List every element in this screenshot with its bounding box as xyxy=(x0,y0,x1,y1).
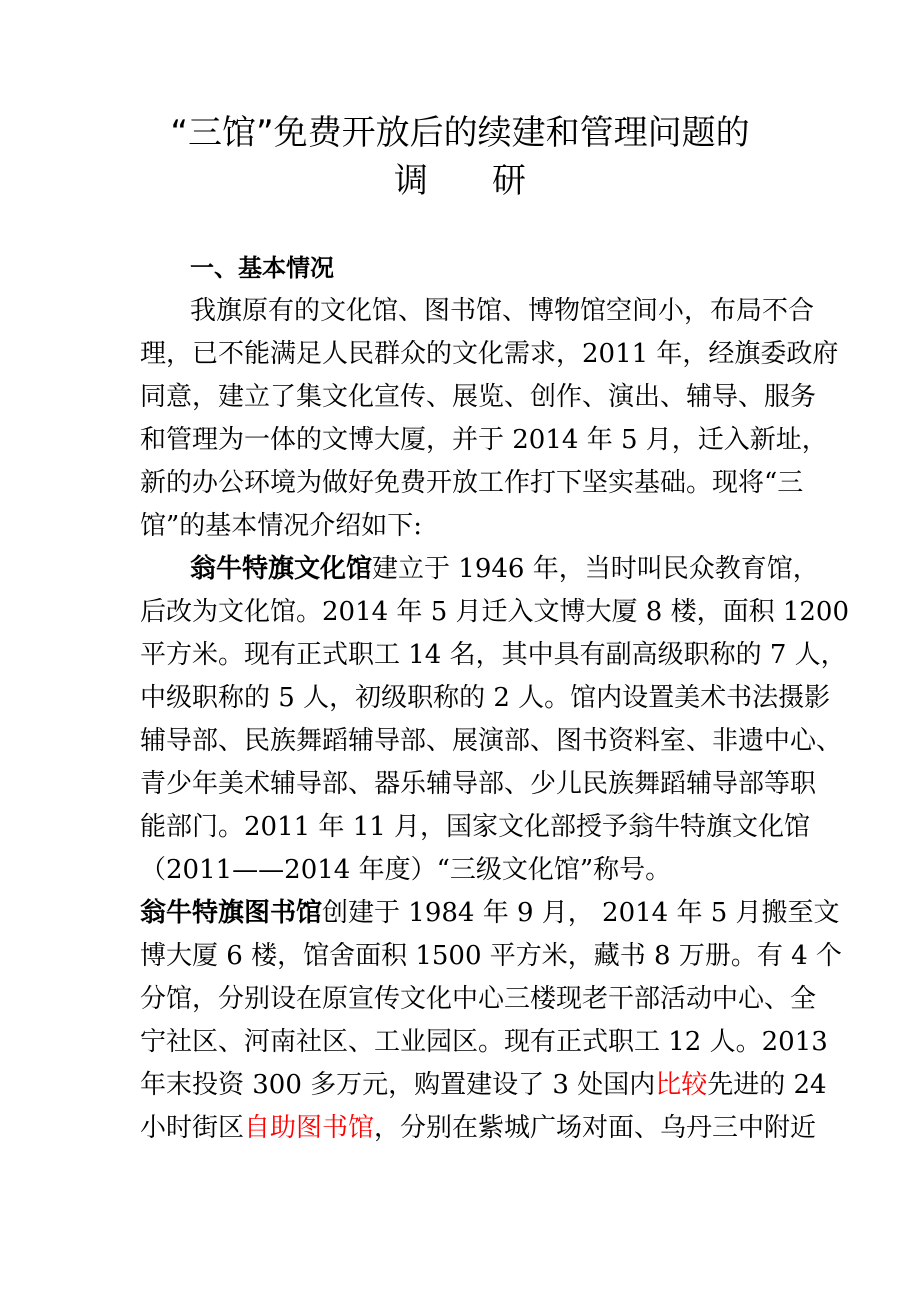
text-run: 分馆，分别设在原宣传文化中心三楼现老干部活动中心、全 xyxy=(140,984,817,1014)
text-line xyxy=(140,849,780,892)
text-run: 和管理为一体的文博大厦，并于 2014 年 5 月，迁入新址， xyxy=(140,425,828,455)
text-run: 先进的 24 xyxy=(707,1070,827,1100)
text-run: ，分别在紫城广场对面、乌丹三中附近 xyxy=(374,1113,817,1143)
text-run: 我旗原有的文化馆、图书馆、博物馆空间小，布局不合 xyxy=(190,296,815,326)
text-run: 青少年美术辅导部、器乐辅导部、少儿民族舞蹈辅导部等职 xyxy=(140,769,817,799)
text-line xyxy=(140,419,828,462)
text-run: （2011——2014 年度）“三级文化馆”称号。 xyxy=(140,855,672,885)
text-line xyxy=(140,376,817,419)
highlighted-text: 自助图书馆 xyxy=(244,1113,375,1143)
text-line xyxy=(140,1064,827,1107)
text-run: 年末投资 300 多万元，购置建设了 3 处国内 xyxy=(140,1070,656,1100)
text-line xyxy=(140,634,847,677)
text-line xyxy=(140,892,840,935)
text-run: 平方米。现有正式职工 14 名，其中具有副高级职称的 7 人， xyxy=(140,640,847,670)
document-body xyxy=(140,290,850,1150)
text-run: 理，已不能满足人民群众的文化需求，2011 年，经旗委政府 xyxy=(140,339,839,369)
text-line xyxy=(140,505,780,548)
text-line xyxy=(140,806,811,849)
document-title-line-2 xyxy=(0,158,920,204)
text-line xyxy=(140,677,831,720)
text-run: 小时街区 xyxy=(140,1113,245,1143)
text-run: 博大厦 6 楼，馆舍面积 1500 平方米，藏书 8 万册。有 4 个 xyxy=(140,941,842,971)
text-line xyxy=(140,978,817,1021)
text-line xyxy=(140,763,817,806)
text-run: 馆”的基本情况介绍如下: xyxy=(140,511,423,541)
text-run: 后改为文化馆。2014 年 5 月迁入文博大厦 8 楼，面积 1200 xyxy=(140,597,850,627)
text-run: 建立于 1946 年，当时叫民众教育馆， xyxy=(372,554,819,584)
text-line xyxy=(140,591,850,634)
text-run: 能部门。2011 年 11 月，国家文化部授予翁牛特旗文化馆 xyxy=(140,812,811,842)
text-line xyxy=(140,1107,817,1150)
text-line xyxy=(140,1021,828,1064)
bold-term: 翁牛特旗文化馆 xyxy=(190,554,373,584)
text-line xyxy=(140,935,842,978)
text-line xyxy=(140,333,839,376)
text-run: 宁社区、河南社区、工业园区。现有正式职工 12 人。2013 xyxy=(140,1027,828,1057)
text-run: 辅导部、民族舞蹈辅导部、展演部、图书资料室、非遗中心、 xyxy=(140,726,843,756)
highlighted-text: 比较 xyxy=(655,1070,708,1100)
text-line xyxy=(140,720,843,763)
bold-term: 翁牛特旗图书馆 xyxy=(140,898,323,928)
text-run: 创建于 1984 年 9 月， 2014 年 5 月搬至文 xyxy=(322,898,840,928)
document-title-line-1: “三馆”免费开放后的续建和管理问题的 xyxy=(170,113,750,153)
text-run: 新的办公环境为做好免费开放工作打下坚实基础。现将“三 xyxy=(140,468,804,498)
title-char: 调 xyxy=(394,161,428,201)
text-run: 同意，建立了集文化宣传、展览、创作、演出、辅导、服务 xyxy=(140,382,817,412)
text-line xyxy=(140,290,815,333)
text-line xyxy=(140,548,819,591)
text-run: 中级职称的 5 人，初级职称的 2 人。馆内设置美术书法摄影 xyxy=(140,683,831,713)
section-heading: 一、基本情况 xyxy=(190,253,334,282)
title-char: 研 xyxy=(492,161,526,201)
text-line xyxy=(140,462,804,505)
